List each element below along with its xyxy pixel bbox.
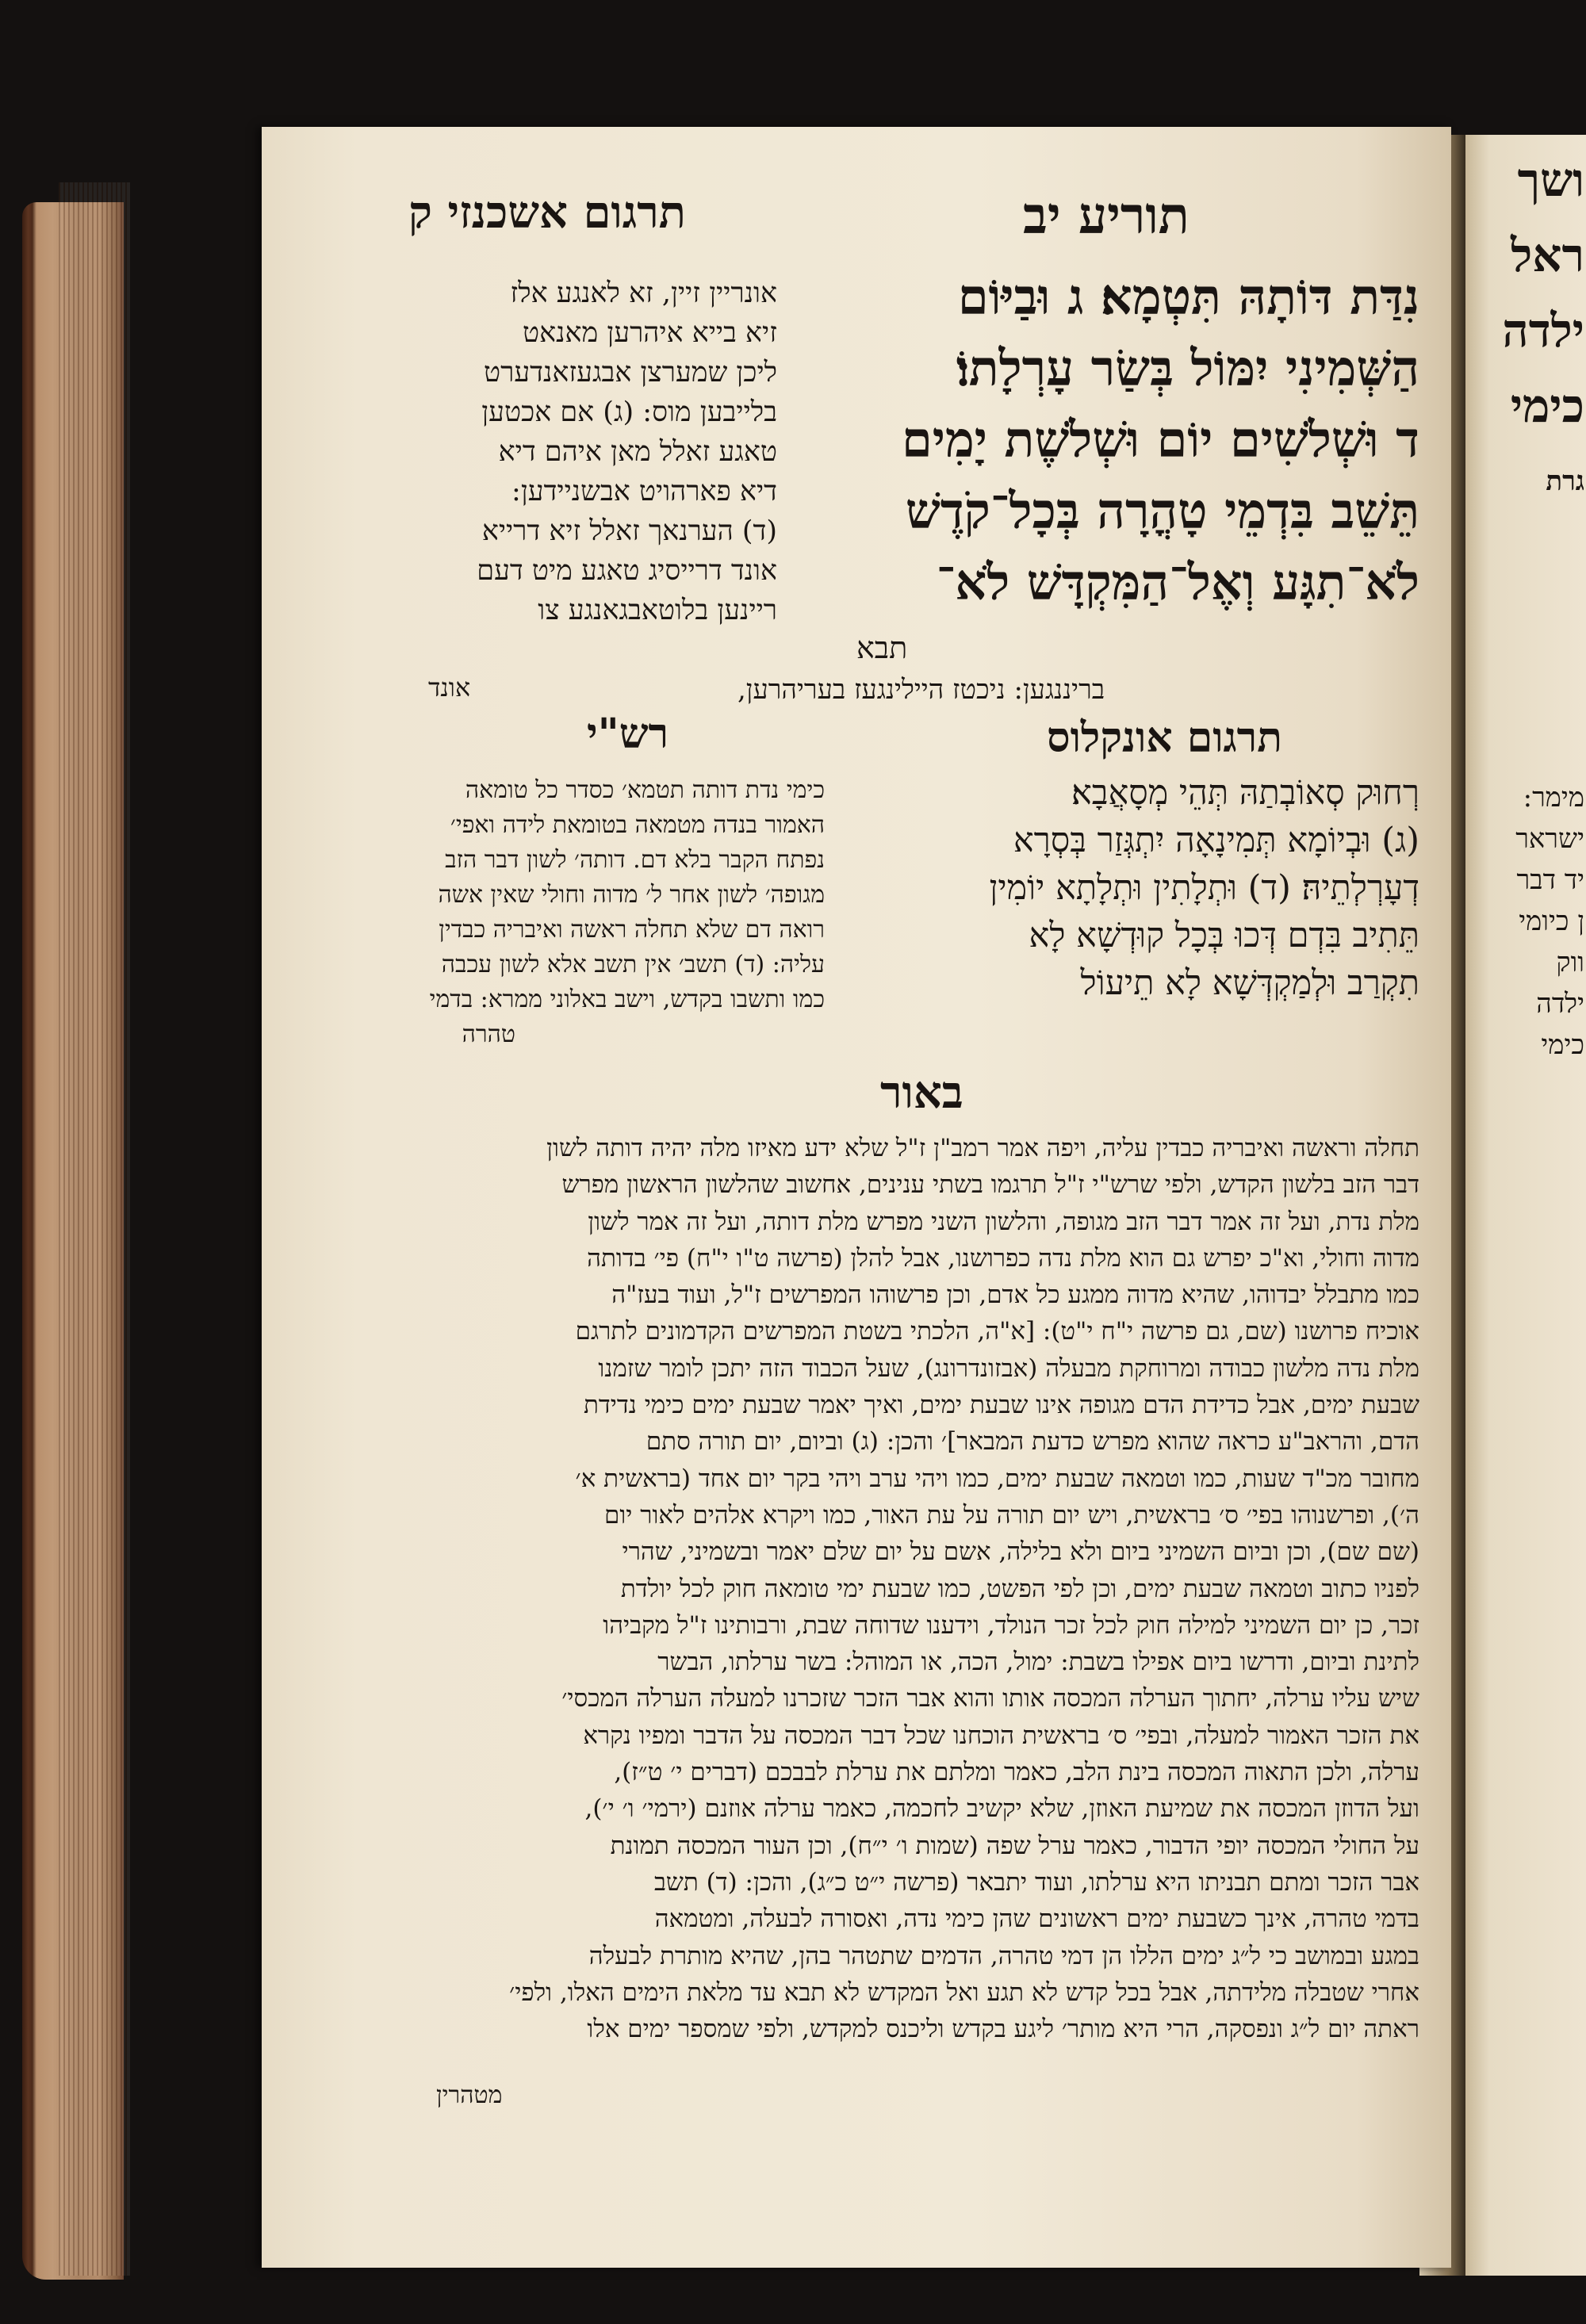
beur-line: כמו מתבלל יבדוהו, שהיא מדוה ממגע כל אדם, וכן פרשוהו המפרשים ז"ל, ועוד בעז"ה <box>611 1281 1419 1310</box>
onkelos-title: תרגום אונקלוס <box>1047 714 1282 762</box>
beur-line: ה׳), ופרשנוהו בפי׳ ס׳ בראשית, ויש יום תורה על עת האור, כמו ויקרא אלהים לאור יום <box>603 1500 1419 1530</box>
translation-line: זיא בייא איהרען מאנאט <box>522 317 777 349</box>
beur-line: מלת נדת, ועל זה אמר דבר הזב מגופה, והלשון השני מפרש מלת דותה, ועל זה אמר לשון <box>588 1207 1419 1236</box>
rashi-title: רש"י <box>587 710 669 758</box>
beur-line: שבעת ימים, אבל כדידת הדם מגופה אינו שבעת ימים, ואיך יאמר שבעת ימים כימי נדידת <box>583 1391 1419 1420</box>
translation-line: אונד דרייסיג טאגע מיט דעם <box>477 555 777 587</box>
translation-continuation: בריננגען: ניכטז היילינגעז בעריהרען, <box>737 674 1105 706</box>
facing-page <box>1465 135 1586 2276</box>
beur-line: שיש עליו ערלה, יחתוך הערלה המכסה אותו והוא אבר הזכר שזכרנו למעלה הערלה המכסי׳ <box>561 1684 1419 1713</box>
beur-line: דבר הזב בלשון הקדש, ולפי שרש"י ז"ל תרגמו בשתי ענינים, אחשוב שהלשון הראשון מפרש <box>561 1170 1419 1200</box>
verse-line: לֹא־תִגָּע וְאֶל־הַמִּקְדָּשׁ לֹא־ <box>936 553 1419 611</box>
rashi-line: מגופה׳ לשון אחר ל׳ מדוה וחולי שאין אשה <box>438 881 825 909</box>
facing-page-commentary: מימר: ישראר יד דבר ן כיומי ווק ילדה כימי <box>1515 782 1584 1061</box>
verse-line: הַשְּׁמִינִי יִמּוֹל בְּשַׂר עָרְלָתוֹ׃ <box>956 339 1419 397</box>
translation-line: בלייבען מוס: (ג) אם אכטען <box>481 396 777 428</box>
rashi-line: כמו ותשבו בקדש, וישב באלוני ממרא: בדמי <box>429 986 825 1013</box>
translation-catchword: אונד <box>428 672 471 703</box>
verse-line: תֵּשֵׁב בִּדְמֵי טָהֳרָה בְּכָל־קֹדֶשׁ <box>905 482 1419 540</box>
translation-line: ליכן שמערצן אבגעזאנדערט <box>484 357 777 389</box>
beur-text <box>381 1130 1419 2047</box>
targum-title: תרגום אשכנזי ק <box>408 186 686 239</box>
rashi-line: טהרה <box>462 1020 515 1048</box>
translation-line: טאגע זאלל מאן איהם דיא <box>498 436 777 468</box>
beur-catchword: מטהרין <box>436 2081 503 2109</box>
beur-line: לתינת וביום, ודרשו ביום אפילו בשבת: ימול, הכה, או המוהל: בשר ערלתו, הבשר <box>657 1648 1419 1677</box>
rashi-line: האמור בנדה מטמאה בטומאת לידה ואפי׳ <box>450 811 825 839</box>
beur-line: לפניו כתוב וטמאה שבעת ימים, וכן לפי הפשט, כמו שבעת ימי טומאה חוק לכל יולדת <box>620 1574 1419 1603</box>
rashi-text <box>381 773 825 1052</box>
onkelos-line: דְעָרְלְתֵיהּ׃ (ד) וּתְלָתִין וּתְלָתָא יוֹמִין <box>989 868 1419 908</box>
beur-line: ראתה יום ל״ג ונפסקה, הרי היא מותר׳ ליגע בקדש וליכנס למקדש, ולפי שמספר ימים אלו <box>587 2015 1419 2044</box>
beur-line: אחרי שטבלה מלידתה, אבל בכל קדש לא תגע ואל המקדש לא תבא עד מלאת הימים האלו, ולפי׳ <box>509 1978 1419 2007</box>
portion-title: תוריע יב <box>1023 186 1190 246</box>
onkelos-line: (ג) וּבְיוֹמָא תְּמִינָאָה יִתְגְּזַר בְּסְרָא <box>1013 821 1419 860</box>
beur-line: מלת נדה מלשון כבודה ומרוחקת מבעלה (אבזונדרונג), שעל הכבוד הזה יתכן לומר שזמנו <box>598 1353 1419 1383</box>
beur-line: אבר הזכר ומתם תבניתו היא ערלתו, ועוד יתבאר (פרשה י״ט כ״ג), והכן: (ד) תשב <box>653 1867 1419 1897</box>
beur-line: את הזכר האמור למעלה, ובפי׳ ס׳ בראשית הוכחנו שכל דבר המכסה על הדבר ומפיו נקרא <box>583 1721 1419 1750</box>
verse-line: ד וּשְׁלֹשִׁים יוֹם וּשְׁלֹשֶׁת יָמִים <box>902 411 1419 469</box>
german-translation <box>381 274 777 630</box>
beur-line: זכר, כן יום השמיני למילה חוק לכל זכר הנולד, וידענו שדוחה שבת, ורבותינו ז"ל מקביהו <box>603 1610 1419 1640</box>
translation-line: אונריין זיין, זא לאנגע אלז <box>510 278 777 309</box>
beur-title: באור <box>880 1066 963 1119</box>
translation-line: (ד) הערנאך זאלל זיא דרייא <box>481 515 777 547</box>
translation-line: דיא פארהויט אבשניידען: <box>511 476 777 507</box>
verse-line: נִדַּת דּוֹתָהּ תִּטְמָא׃ ג וּבַיּוֹם <box>957 268 1419 326</box>
beur-line: אוכיח פרושנו (שם, גם פרשה י"ח י"ט): [א"ה, הלכתי בשטת המפרשים הקדמונים לתרגם <box>575 1317 1419 1346</box>
rashi-line: כימי נדת דותה תטמא׳ כסדר כל טומאה <box>465 776 825 804</box>
beur-line: הדם, והראב"ע כראה שהוא מפרש כדעת המבאר]׳ והכן: (ג) וביום, יום תורה סתם <box>646 1427 1419 1457</box>
beur-line: מדוה וחולי, וא"כ יפרש גם הוא מלת נדה כפרושנו, אבל להלן (פרשה ט"ו י"ח) פי׳ בדותה <box>587 1243 1419 1273</box>
facing-page-text: ושך ראל ילדה כימי גרת <box>1502 153 1584 497</box>
verse-text <box>793 262 1419 618</box>
beur-line: תחלה וראשה ואיבריה כבדין עליה, ויפה אמר רמב"ן ז"ל שלא ידע מאיזו מלה יהיה דותה לשון <box>546 1134 1419 1162</box>
rashi-line: עליה: (ד) תשב׳ אין תשב אלא לשון עכבה <box>441 951 825 978</box>
beur-line: בדמי טהרה, אינך כשבעת ימים ראשונים שהן כימי נדה, ואסורה לבעלה, ומטמאה <box>654 1905 1419 1934</box>
verse-catchword: תבא <box>856 630 908 665</box>
beur-line: ועל הדוזן המכסה את שמיעת האוזן, שלא יקשיב לחכמה, כאמר ערלה אוזנם (ירמי׳ ו׳ י׳), <box>584 1794 1419 1824</box>
page-edges <box>59 182 130 2276</box>
beur-line: במגע ובמושב כי ל״ג ימים הללו הן דמי טהרה, הדמים שתטהר בהן, שהיא מותרת לבעלה <box>588 1941 1419 1970</box>
onkelos-text <box>841 769 1419 1007</box>
beur-line: מחובר מכ"ד שעות, כמו וטמאה שבעת ימים, כמו ויהי ערב ויהי בקר יום אחד (בראשית א׳ <box>575 1464 1419 1493</box>
rashi-line: רואה דם שלא תחלה ראשה ואיבריה כבדין <box>439 916 825 944</box>
beur-line: ערלה, ולכן התאוה המכסה בינת הלב, כאמר ומלתם את ערלת לבבכם (דברים י׳ ט״ז), <box>614 1758 1419 1787</box>
translation-line: ריינען בלוטאבגאנגע צו <box>538 595 777 626</box>
rashi-line: נפתח הקבר בלא דם. דותה׳ לשון דבר הזב <box>445 846 825 874</box>
onkelos-line: רְחוּק סְאוֹבְתַהּ תְּהֵי מְסָאֲבָא׃ <box>1071 773 1419 813</box>
beur-line: על החולי המכסה יופי הדבור, כאמר ערל שפה (שמות ו׳ י״ח), וכן העור המכסה תמונת <box>610 1831 1419 1860</box>
onkelos-line: תִקְרַב וּלְמַקְדְּשָׁא לָא תֵיעוֹל <box>1080 963 1419 1003</box>
beur-line: (שם שם), וכן וביום השמיני ביום ולא בלילה, אשם על יום שלם יאמר ובשמיני, שהרי <box>622 1537 1419 1567</box>
onkelos-line: תֵּתִיב בִּדְם דְּכוּ בְּכָל קוּדְשָׁא לָא <box>1029 916 1419 955</box>
